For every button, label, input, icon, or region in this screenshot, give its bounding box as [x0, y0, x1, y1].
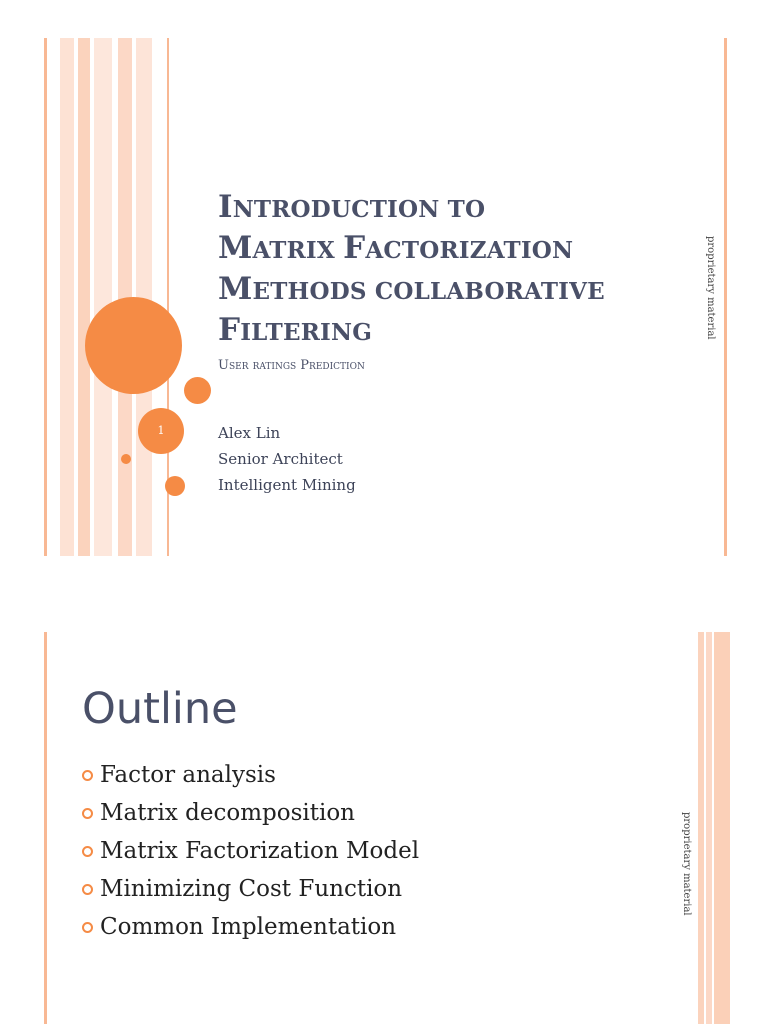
- outline-title: Outline: [82, 684, 238, 734]
- left-border-line: [44, 632, 47, 1024]
- small-circle-decoration: [165, 476, 185, 496]
- author-company: Intelligent Mining: [218, 476, 356, 494]
- circle-bullet-icon: [82, 846, 93, 857]
- author-block: [218, 420, 356, 498]
- list-item: Matrix decomposition: [82, 794, 419, 832]
- slide-subtitle: User ratings Prediction: [218, 358, 365, 373]
- list-item: Common Implementation: [82, 908, 419, 946]
- slide-title: [218, 188, 688, 352]
- list-item: Matrix Factorization Model: [82, 832, 419, 870]
- title-line-2: MATRIX FACTORIZATION: [218, 230, 574, 266]
- outline-list: [82, 756, 419, 946]
- slide-number: 1: [157, 424, 165, 437]
- circle-bullet-icon: [82, 808, 93, 819]
- tiny-circle-decoration: [121, 454, 131, 464]
- list-item: Minimizing Cost Function: [82, 870, 419, 908]
- title-line-3: METHODS COLLABORATIVE: [218, 271, 605, 307]
- author-name: Alex Lin: [218, 424, 281, 442]
- circle-bullet-icon: [82, 884, 93, 895]
- proprietary-note: proprietary material: [681, 812, 692, 916]
- proprietary-note: proprietary material: [705, 236, 716, 340]
- left-divider-line: [44, 38, 47, 556]
- right-border-line: [724, 38, 727, 556]
- medium-circle-decoration: [184, 377, 211, 404]
- left-stripe-band: [60, 38, 160, 556]
- title-line-4: FILTERING: [218, 312, 373, 348]
- title-line-1: INTRODUCTION TO: [218, 189, 486, 225]
- outline-slide: [0, 580, 768, 1024]
- circle-bullet-icon: [82, 770, 93, 781]
- large-circle-decoration: [85, 297, 182, 394]
- author-role: Senior Architect: [218, 450, 343, 468]
- list-item: Factor analysis: [82, 756, 419, 794]
- circle-bullet-icon: [82, 922, 93, 933]
- right-stripe-band: [698, 632, 730, 1024]
